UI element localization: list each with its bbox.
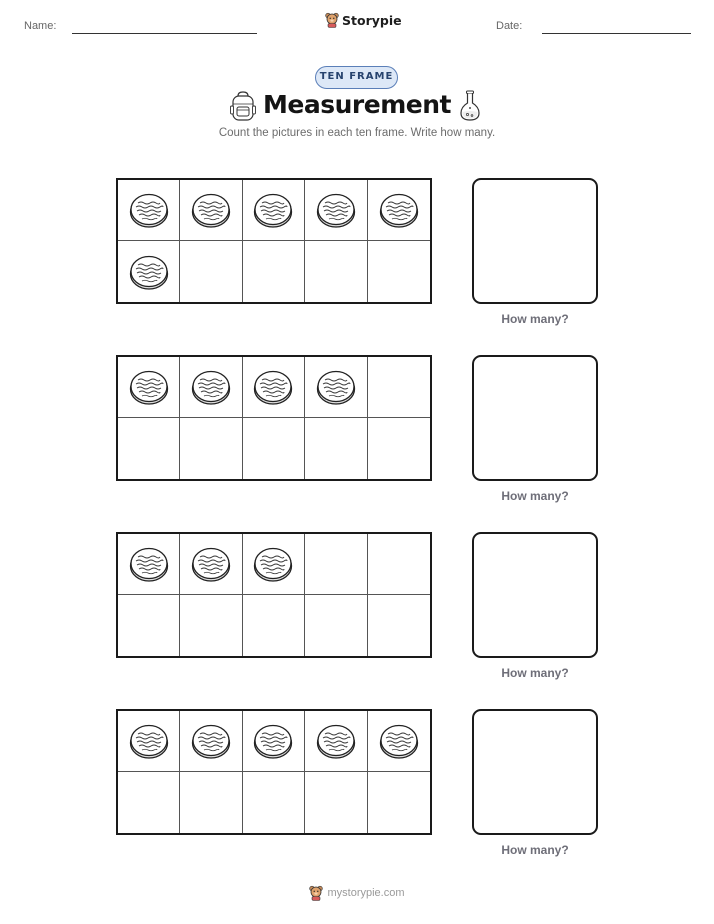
how-many-label: How many? (501, 489, 569, 503)
ten-frame-cell (305, 772, 367, 833)
ten-frame-cell (118, 180, 180, 241)
instructions: Count the pictures in each ten frame. Write how many. (218, 127, 496, 139)
cookie-icon (191, 191, 231, 229)
ten-frame (116, 178, 432, 304)
answer-box[interactable] (472, 355, 598, 481)
ten-frame-cell (243, 711, 305, 772)
ten-frame-cell (180, 711, 242, 772)
ten-frame-cell (118, 711, 180, 772)
cookie-icon (253, 722, 293, 760)
footer (0, 885, 714, 901)
ten-frame-cell (368, 534, 430, 595)
cookie-icon (253, 191, 293, 229)
cookie-icon (253, 545, 293, 583)
ten-frame-cell (118, 772, 180, 833)
ten-frame-cell (118, 357, 180, 418)
ten-frame-cell (243, 772, 305, 833)
how-many-label: How many? (501, 666, 569, 680)
bear-mascot-icon (309, 885, 323, 901)
ten-frame-cell (305, 180, 367, 241)
brand-logo (325, 12, 402, 28)
ten-frame-cell (180, 595, 242, 656)
page-title: Measurement (263, 90, 451, 119)
cookie-icon (316, 368, 356, 406)
how-many-label: How many? (501, 843, 569, 857)
ten-frame-cell (243, 534, 305, 595)
ten-frame-cell (368, 711, 430, 772)
ten-frame-cell (180, 772, 242, 833)
ten-frame-cell (305, 534, 367, 595)
ten-frame-cell (118, 595, 180, 656)
ten-frame-cell (368, 180, 430, 241)
ten-frame-cell (118, 241, 180, 302)
name-line[interactable] (72, 33, 257, 34)
ten-frame-cell (180, 357, 242, 418)
ten-frame-cell (305, 711, 367, 772)
cookie-icon (253, 368, 293, 406)
name-label: Name: (24, 20, 57, 32)
date-label: Date: (496, 20, 523, 32)
bear-mascot-icon (325, 12, 339, 28)
cookie-icon (129, 368, 169, 406)
ten-frame-badge: TEN FRAME (315, 66, 398, 89)
cookie-icon (129, 545, 169, 583)
ten-frame (116, 355, 432, 481)
ten-frame-cell (368, 418, 430, 479)
ten-frame-cell (368, 357, 430, 418)
ten-frame-cell (180, 534, 242, 595)
answer-box[interactable] (472, 532, 598, 658)
ten-frame-cell (243, 418, 305, 479)
ten-frame-cell (305, 241, 367, 302)
ten-frame-cell (180, 418, 242, 479)
ten-frame-cell (118, 418, 180, 479)
brand-name: Storypie (342, 12, 402, 28)
ten-frame-cell (368, 241, 430, 302)
answer-box[interactable] (472, 178, 598, 304)
cookie-icon (379, 722, 419, 760)
ten-frame (116, 709, 432, 835)
ten-frame-cell (243, 241, 305, 302)
ten-frame (116, 532, 432, 658)
cookie-icon (129, 191, 169, 229)
answer-box[interactable] (472, 709, 598, 835)
cookie-icon (316, 191, 356, 229)
ten-frame-cell (118, 534, 180, 595)
cookie-icon (129, 722, 169, 760)
date-line[interactable] (542, 33, 691, 34)
ten-frame-cell (368, 595, 430, 656)
cookie-icon (129, 253, 169, 291)
ten-frame-cell (243, 595, 305, 656)
cookie-icon (191, 545, 231, 583)
ten-frame-cell (243, 357, 305, 418)
ten-frame-cell (305, 595, 367, 656)
ten-frame-cell (243, 180, 305, 241)
ten-frame-cell (305, 418, 367, 479)
footer-url[interactable]: mystorypie.com (327, 887, 405, 899)
cookie-icon (316, 722, 356, 760)
flask-icon (458, 90, 482, 122)
ten-frame-cell (180, 180, 242, 241)
cookie-icon (191, 368, 231, 406)
cookie-icon (191, 722, 231, 760)
ten-frame-cell (305, 357, 367, 418)
ten-frame-cell (180, 241, 242, 302)
cookie-icon (379, 191, 419, 229)
how-many-label: How many? (501, 312, 569, 326)
ten-frame-cell (368, 772, 430, 833)
